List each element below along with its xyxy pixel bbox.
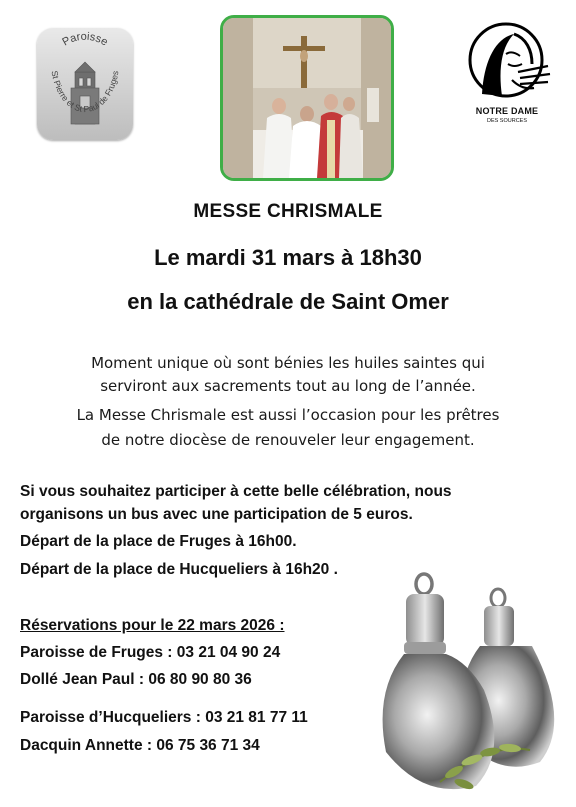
event-place: en la cathédrale de Saint Omer bbox=[127, 289, 449, 314]
event-title: MESSE CHRISMALE bbox=[193, 201, 383, 222]
departure-hucqueliers: Départ de la place de Hucqueliers à 16h20 . bbox=[20, 561, 338, 578]
contact-line: Dollé Jean Paul : 06 80 90 80 36 bbox=[20, 671, 252, 688]
event-date: Le mardi 31 mars à 18h30 bbox=[154, 245, 422, 270]
bus-info-line: Si vous souhaitez participer à cette belle célébration, nous bbox=[20, 483, 452, 500]
nd-logo-title: NOTRE DAME bbox=[475, 106, 539, 116]
oil-flasks-image bbox=[380, 572, 576, 802]
mass-photo bbox=[220, 15, 394, 181]
svg-text:Paroisse bbox=[60, 31, 109, 49]
nd-logo-subtitle: DES SOURCES bbox=[486, 118, 528, 124]
bus-info-line: organisons un bus avec une participation de 5 euros. bbox=[20, 506, 413, 523]
parish-logo bbox=[37, 28, 133, 140]
contact-line: Dacquin Annette : 06 75 36 71 34 bbox=[20, 737, 260, 754]
description-line: La Messe Chrismale est aussi l’occasion pour les prêtres bbox=[76, 406, 500, 424]
contact-line: Paroisse de Fruges : 03 21 04 90 24 bbox=[20, 644, 281, 661]
contact-line: Paroisse d’Hucqueliers : 03 21 81 77 11 bbox=[20, 709, 308, 726]
notre-dame-logo bbox=[462, 20, 552, 132]
parish-logo-line1: Paroisse bbox=[60, 30, 110, 49]
description-line: Moment unique où sont bénies les huiles saintes qui bbox=[91, 354, 485, 372]
parish-logo-line2: St Pierre et St Paul de Fruges bbox=[49, 69, 121, 115]
description-line: serviront aux sacrements tout au long de l’année. bbox=[100, 377, 476, 395]
departure-fruges: Départ de la place de Fruges à 16h00. bbox=[20, 533, 297, 550]
reservations-title: Réservations pour le 22 mars 2026 : bbox=[20, 617, 285, 634]
description-line: de notre diocèse de renouveler leur engagement. bbox=[101, 431, 475, 449]
